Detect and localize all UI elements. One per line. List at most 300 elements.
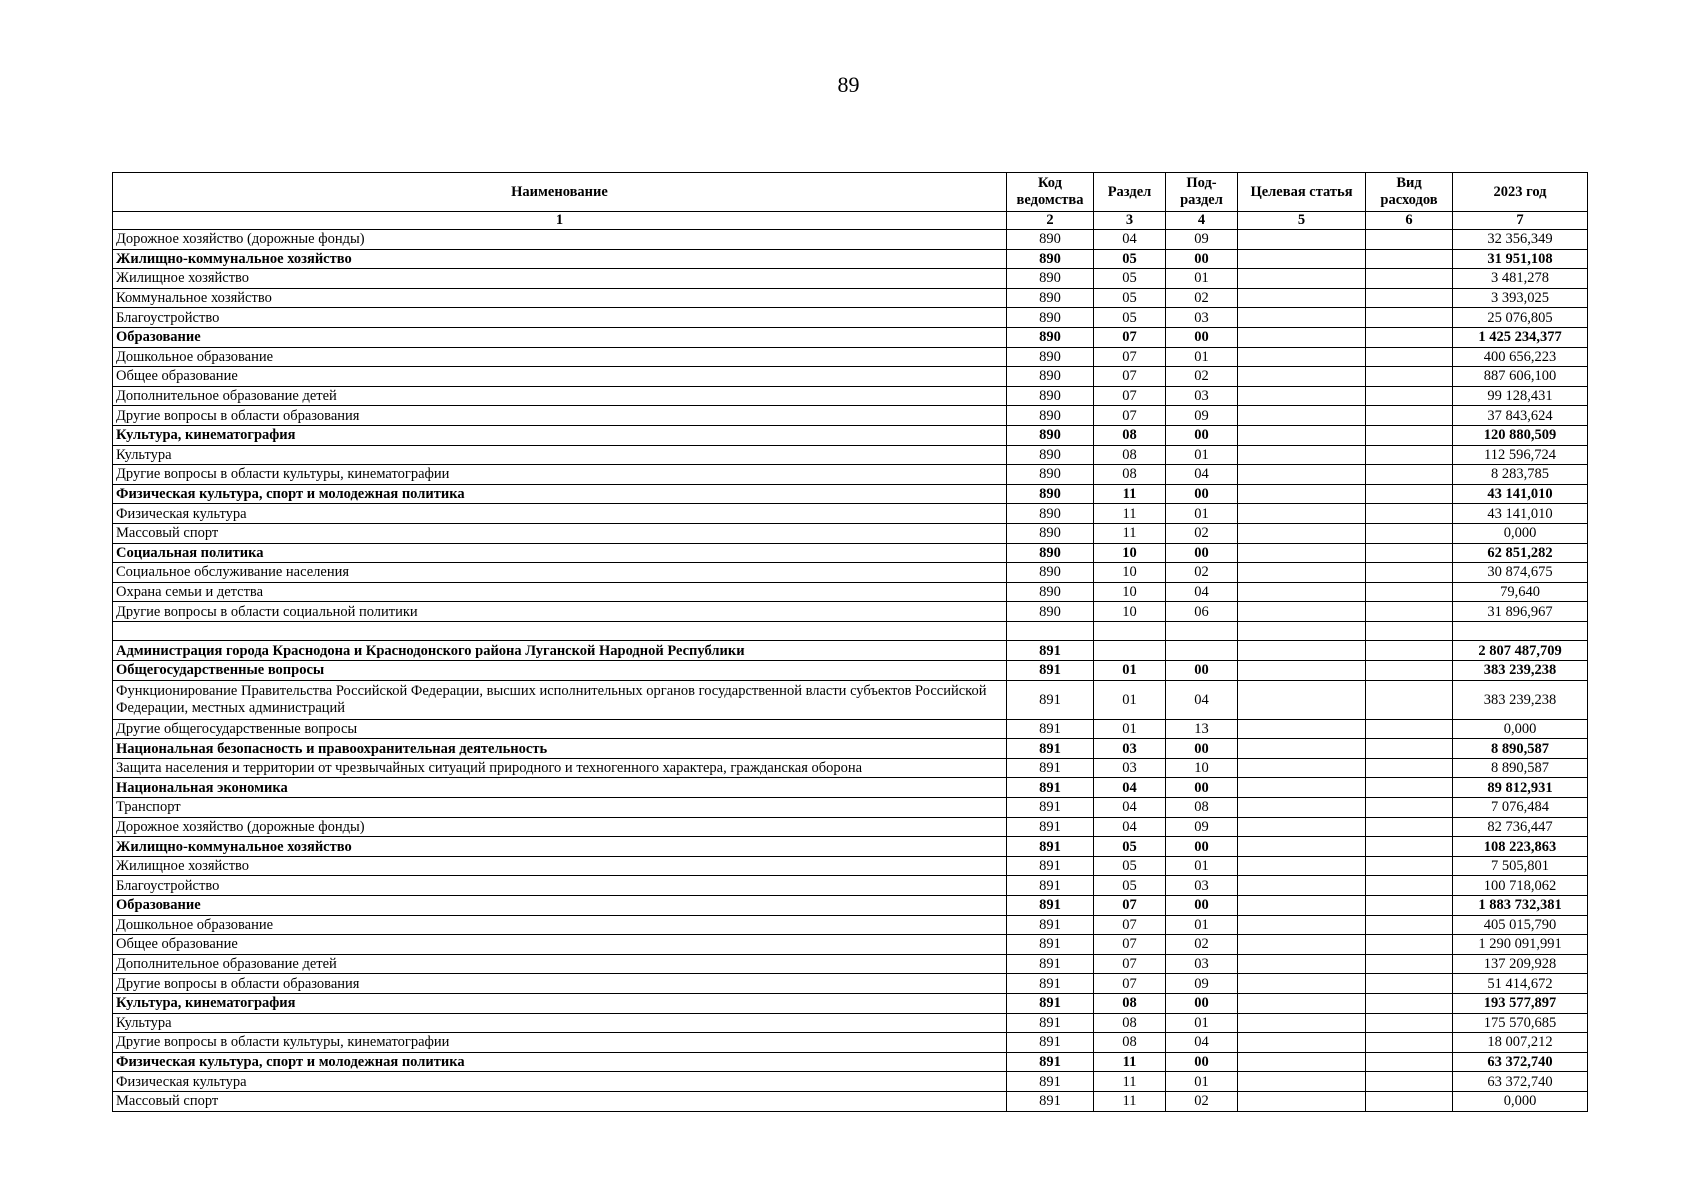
header-amount: 2023 год bbox=[1453, 173, 1588, 212]
table-row bbox=[113, 406, 1588, 426]
row-target bbox=[1238, 563, 1366, 583]
row-name: Социальная политика bbox=[113, 543, 1007, 563]
row-type bbox=[1366, 249, 1453, 269]
row-code: 891 bbox=[1007, 680, 1094, 719]
row-type bbox=[1366, 758, 1453, 778]
row-amount: 7 076,484 bbox=[1453, 798, 1588, 818]
row-section: 07 bbox=[1094, 386, 1166, 406]
row-subsection: 00 bbox=[1166, 1052, 1238, 1072]
row-subsection: 02 bbox=[1166, 935, 1238, 955]
row-amount: 383 239,238 bbox=[1453, 661, 1588, 681]
row-type bbox=[1366, 308, 1453, 328]
row-subsection: 04 bbox=[1166, 1033, 1238, 1053]
row-name: Дорожное хозяйство (дорожные фонды) bbox=[113, 817, 1007, 837]
row-subsection: 00 bbox=[1166, 837, 1238, 857]
row-amount: 0,000 bbox=[1453, 1091, 1588, 1111]
row-target bbox=[1238, 954, 1366, 974]
row-name: Другие вопросы в области культуры, кинематографии bbox=[113, 465, 1007, 485]
row-name: Другие вопросы в области образования bbox=[113, 406, 1007, 426]
row-name: Жилищно-коммунальное хозяйство bbox=[113, 837, 1007, 857]
row-amount: 405 015,790 bbox=[1453, 915, 1588, 935]
table-row bbox=[113, 993, 1588, 1013]
row-subsection bbox=[1166, 621, 1238, 641]
row-amount: 2 807 487,709 bbox=[1453, 641, 1588, 661]
row-name: Другие общегосударственные вопросы bbox=[113, 719, 1007, 739]
row-code: 890 bbox=[1007, 249, 1094, 269]
row-code: 891 bbox=[1007, 974, 1094, 994]
row-target bbox=[1238, 386, 1366, 406]
row-target bbox=[1238, 602, 1366, 622]
column-number: 7 bbox=[1453, 212, 1588, 230]
row-code: 891 bbox=[1007, 778, 1094, 798]
row-amount: 3 393,025 bbox=[1453, 288, 1588, 308]
row-name: Благоустройство bbox=[113, 876, 1007, 896]
row-name: Охрана семьи и детства bbox=[113, 582, 1007, 602]
row-target bbox=[1238, 1052, 1366, 1072]
row-amount: 8 283,785 bbox=[1453, 465, 1588, 485]
row-name: Жилищное хозяйство bbox=[113, 856, 1007, 876]
row-name: Физическая культура bbox=[113, 504, 1007, 524]
row-target bbox=[1238, 523, 1366, 543]
row-type bbox=[1366, 465, 1453, 485]
row-amount: 400 656,223 bbox=[1453, 347, 1588, 367]
table-row bbox=[113, 1052, 1588, 1072]
table-row bbox=[113, 621, 1588, 641]
row-subsection: 00 bbox=[1166, 327, 1238, 347]
row-amount: 30 874,675 bbox=[1453, 563, 1588, 583]
row-name: Образование bbox=[113, 327, 1007, 347]
row-code: 891 bbox=[1007, 641, 1094, 661]
row-amount: 112 596,724 bbox=[1453, 445, 1588, 465]
row-section: 05 bbox=[1094, 288, 1166, 308]
row-section: 05 bbox=[1094, 837, 1166, 857]
row-type bbox=[1366, 876, 1453, 896]
row-name: Общее образование bbox=[113, 935, 1007, 955]
row-subsection: 06 bbox=[1166, 602, 1238, 622]
row-name: Коммунальное хозяйство bbox=[113, 288, 1007, 308]
row-name: Культура, кинематография bbox=[113, 425, 1007, 445]
row-type bbox=[1366, 1072, 1453, 1092]
row-section bbox=[1094, 641, 1166, 661]
table-row bbox=[113, 249, 1588, 269]
row-code: 891 bbox=[1007, 935, 1094, 955]
row-type bbox=[1366, 1052, 1453, 1072]
row-target bbox=[1238, 974, 1366, 994]
row-code: 891 bbox=[1007, 661, 1094, 681]
row-amount: 63 372,740 bbox=[1453, 1072, 1588, 1092]
row-name: Национальная безопасность и правоохранительная деятельность bbox=[113, 739, 1007, 759]
row-code: 890 bbox=[1007, 484, 1094, 504]
row-target bbox=[1238, 1091, 1366, 1111]
row-section: 10 bbox=[1094, 602, 1166, 622]
row-amount: 18 007,212 bbox=[1453, 1033, 1588, 1053]
table-row bbox=[113, 484, 1588, 504]
row-target bbox=[1238, 817, 1366, 837]
row-type bbox=[1366, 269, 1453, 289]
row-section: 08 bbox=[1094, 465, 1166, 485]
row-type bbox=[1366, 798, 1453, 818]
row-subsection: 00 bbox=[1166, 739, 1238, 759]
row-section: 07 bbox=[1094, 406, 1166, 426]
row-type bbox=[1366, 543, 1453, 563]
row-subsection: 03 bbox=[1166, 308, 1238, 328]
row-name: Дополнительное образование детей bbox=[113, 386, 1007, 406]
column-number: 1 bbox=[113, 212, 1007, 230]
row-subsection: 09 bbox=[1166, 817, 1238, 837]
row-type bbox=[1366, 1013, 1453, 1033]
row-type bbox=[1366, 347, 1453, 367]
column-numbers-row bbox=[113, 212, 1588, 230]
row-code: 891 bbox=[1007, 993, 1094, 1013]
row-section: 04 bbox=[1094, 798, 1166, 818]
table-row bbox=[113, 602, 1588, 622]
row-amount: 99 128,431 bbox=[1453, 386, 1588, 406]
row-section: 11 bbox=[1094, 1091, 1166, 1111]
row-code: 891 bbox=[1007, 719, 1094, 739]
row-subsection: 08 bbox=[1166, 798, 1238, 818]
row-type bbox=[1366, 523, 1453, 543]
row-target bbox=[1238, 367, 1366, 387]
row-code: 891 bbox=[1007, 1013, 1094, 1033]
row-target bbox=[1238, 288, 1366, 308]
row-amount: 3 481,278 bbox=[1453, 269, 1588, 289]
row-name: Другие вопросы в области образования bbox=[113, 974, 1007, 994]
row-code bbox=[1007, 621, 1094, 641]
row-amount: 79,640 bbox=[1453, 582, 1588, 602]
header-name: Наименование bbox=[113, 173, 1007, 212]
row-name: Физическая культура, спорт и молодежная политика bbox=[113, 484, 1007, 504]
row-name: Другие вопросы в области социальной политики bbox=[113, 602, 1007, 622]
row-amount: 0,000 bbox=[1453, 523, 1588, 543]
row-section: 07 bbox=[1094, 367, 1166, 387]
row-target bbox=[1238, 837, 1366, 857]
row-section: 03 bbox=[1094, 739, 1166, 759]
row-name: Социальное обслуживание населения bbox=[113, 563, 1007, 583]
row-subsection: 10 bbox=[1166, 758, 1238, 778]
row-section: 08 bbox=[1094, 993, 1166, 1013]
row-subsection: 01 bbox=[1166, 1013, 1238, 1033]
row-amount: 43 141,010 bbox=[1453, 484, 1588, 504]
row-name: Массовый спорт bbox=[113, 523, 1007, 543]
row-code: 891 bbox=[1007, 817, 1094, 837]
row-amount: 82 736,447 bbox=[1453, 817, 1588, 837]
row-section: 04 bbox=[1094, 230, 1166, 250]
row-target bbox=[1238, 543, 1366, 563]
header-target: Целевая статья bbox=[1238, 173, 1366, 212]
row-section: 05 bbox=[1094, 249, 1166, 269]
row-code: 890 bbox=[1007, 602, 1094, 622]
header-section: Раздел bbox=[1094, 173, 1166, 212]
row-section: 10 bbox=[1094, 582, 1166, 602]
row-target bbox=[1238, 1013, 1366, 1033]
row-name: Физическая культура bbox=[113, 1072, 1007, 1092]
row-subsection: 00 bbox=[1166, 249, 1238, 269]
row-code: 890 bbox=[1007, 406, 1094, 426]
row-code: 891 bbox=[1007, 758, 1094, 778]
row-section: 07 bbox=[1094, 896, 1166, 916]
row-amount: 100 718,062 bbox=[1453, 876, 1588, 896]
row-type bbox=[1366, 504, 1453, 524]
row-code: 890 bbox=[1007, 543, 1094, 563]
row-code: 890 bbox=[1007, 523, 1094, 543]
row-subsection: 01 bbox=[1166, 269, 1238, 289]
row-amount: 8 890,587 bbox=[1453, 758, 1588, 778]
row-section: 11 bbox=[1094, 484, 1166, 504]
table-row bbox=[113, 582, 1588, 602]
table-row bbox=[113, 327, 1588, 347]
row-code: 891 bbox=[1007, 856, 1094, 876]
row-subsection: 01 bbox=[1166, 504, 1238, 524]
row-subsection: 01 bbox=[1166, 1072, 1238, 1092]
row-subsection: 00 bbox=[1166, 778, 1238, 798]
row-type bbox=[1366, 367, 1453, 387]
row-target bbox=[1238, 876, 1366, 896]
row-section: 05 bbox=[1094, 856, 1166, 876]
row-code: 891 bbox=[1007, 1052, 1094, 1072]
row-section: 04 bbox=[1094, 778, 1166, 798]
row-subsection: 09 bbox=[1166, 974, 1238, 994]
column-number: 5 bbox=[1238, 212, 1366, 230]
row-type bbox=[1366, 935, 1453, 955]
row-section: 11 bbox=[1094, 523, 1166, 543]
row-code: 890 bbox=[1007, 425, 1094, 445]
row-code: 891 bbox=[1007, 1072, 1094, 1092]
row-amount: 383 239,238 bbox=[1453, 680, 1588, 719]
table-row bbox=[113, 896, 1588, 916]
row-code: 890 bbox=[1007, 327, 1094, 347]
row-section: 07 bbox=[1094, 327, 1166, 347]
row-name: Общее образование bbox=[113, 367, 1007, 387]
row-type bbox=[1366, 1033, 1453, 1053]
row-amount: 1 883 732,381 bbox=[1453, 896, 1588, 916]
row-code: 890 bbox=[1007, 445, 1094, 465]
column-number: 2 bbox=[1007, 212, 1094, 230]
row-target bbox=[1238, 798, 1366, 818]
row-target bbox=[1238, 582, 1366, 602]
row-target bbox=[1238, 739, 1366, 759]
row-subsection: 00 bbox=[1166, 661, 1238, 681]
row-code: 890 bbox=[1007, 386, 1094, 406]
row-target bbox=[1238, 465, 1366, 485]
row-section: 05 bbox=[1094, 308, 1166, 328]
row-type bbox=[1366, 778, 1453, 798]
row-target bbox=[1238, 1033, 1366, 1053]
table-row bbox=[113, 935, 1588, 955]
row-amount: 62 851,282 bbox=[1453, 543, 1588, 563]
table-row bbox=[113, 915, 1588, 935]
row-type bbox=[1366, 837, 1453, 857]
row-amount: 89 812,931 bbox=[1453, 778, 1588, 798]
row-target bbox=[1238, 308, 1366, 328]
row-type bbox=[1366, 445, 1453, 465]
row-target bbox=[1238, 719, 1366, 739]
row-amount: 120 880,509 bbox=[1453, 425, 1588, 445]
table-row bbox=[113, 661, 1588, 681]
row-code: 891 bbox=[1007, 915, 1094, 935]
table-row bbox=[113, 856, 1588, 876]
row-target bbox=[1238, 445, 1366, 465]
row-type bbox=[1366, 954, 1453, 974]
row-amount: 0,000 bbox=[1453, 719, 1588, 739]
row-name: Национальная экономика bbox=[113, 778, 1007, 798]
row-amount: 31 951,108 bbox=[1453, 249, 1588, 269]
row-subsection: 13 bbox=[1166, 719, 1238, 739]
row-section: 07 bbox=[1094, 974, 1166, 994]
row-type bbox=[1366, 386, 1453, 406]
table-row bbox=[113, 778, 1588, 798]
row-amount: 63 372,740 bbox=[1453, 1052, 1588, 1072]
table-row bbox=[113, 954, 1588, 974]
row-section: 07 bbox=[1094, 935, 1166, 955]
table-row bbox=[113, 974, 1588, 994]
row-subsection: 00 bbox=[1166, 484, 1238, 504]
row-name: Дошкольное образование bbox=[113, 347, 1007, 367]
table-row bbox=[113, 308, 1588, 328]
row-subsection: 01 bbox=[1166, 445, 1238, 465]
row-subsection bbox=[1166, 641, 1238, 661]
budget-table bbox=[112, 172, 1588, 1112]
row-code: 890 bbox=[1007, 269, 1094, 289]
row-code: 891 bbox=[1007, 876, 1094, 896]
row-type bbox=[1366, 896, 1453, 916]
table-row bbox=[113, 719, 1588, 739]
row-target bbox=[1238, 269, 1366, 289]
table-row bbox=[113, 1033, 1588, 1053]
row-target bbox=[1238, 327, 1366, 347]
table-row bbox=[113, 739, 1588, 759]
table-row bbox=[113, 680, 1588, 719]
row-subsection: 00 bbox=[1166, 425, 1238, 445]
row-target bbox=[1238, 425, 1366, 445]
row-target bbox=[1238, 680, 1366, 719]
table-row bbox=[113, 641, 1588, 661]
row-type bbox=[1366, 327, 1453, 347]
row-section: 11 bbox=[1094, 504, 1166, 524]
row-amount: 7 505,801 bbox=[1453, 856, 1588, 876]
row-type bbox=[1366, 974, 1453, 994]
row-subsection: 03 bbox=[1166, 876, 1238, 896]
row-amount: 8 890,587 bbox=[1453, 739, 1588, 759]
row-subsection: 02 bbox=[1166, 288, 1238, 308]
row-name: Администрация города Краснодона и Краснодонского района Луганской Народной Республики bbox=[113, 641, 1007, 661]
row-amount: 887 606,100 bbox=[1453, 367, 1588, 387]
table-row bbox=[113, 563, 1588, 583]
row-name: Физическая культура, спорт и молодежная политика bbox=[113, 1052, 1007, 1072]
row-section: 08 bbox=[1094, 1033, 1166, 1053]
row-subsection: 01 bbox=[1166, 915, 1238, 935]
column-number: 3 bbox=[1094, 212, 1166, 230]
row-section: 04 bbox=[1094, 817, 1166, 837]
row-code: 890 bbox=[1007, 308, 1094, 328]
table-row bbox=[113, 523, 1588, 543]
row-type bbox=[1366, 602, 1453, 622]
row-target bbox=[1238, 621, 1366, 641]
row-name: Дорожное хозяйство (дорожные фонды) bbox=[113, 230, 1007, 250]
row-subsection: 01 bbox=[1166, 856, 1238, 876]
table-header bbox=[113, 173, 1588, 230]
row-section: 05 bbox=[1094, 876, 1166, 896]
row-subsection: 09 bbox=[1166, 230, 1238, 250]
row-target bbox=[1238, 915, 1366, 935]
table-row bbox=[113, 817, 1588, 837]
table-row bbox=[113, 1091, 1588, 1111]
row-subsection: 00 bbox=[1166, 896, 1238, 916]
row-subsection: 00 bbox=[1166, 993, 1238, 1013]
row-type bbox=[1366, 915, 1453, 935]
row-subsection: 02 bbox=[1166, 563, 1238, 583]
row-name: Защита населения и территории от чрезвычайных ситуаций природного и техногенного характера, гражданская оборона bbox=[113, 758, 1007, 778]
row-section: 05 bbox=[1094, 269, 1166, 289]
row-section: 08 bbox=[1094, 1013, 1166, 1033]
table-row bbox=[113, 230, 1588, 250]
table-row bbox=[113, 269, 1588, 289]
row-target bbox=[1238, 406, 1366, 426]
table-row bbox=[113, 758, 1588, 778]
row-code: 890 bbox=[1007, 563, 1094, 583]
table-row bbox=[113, 1013, 1588, 1033]
row-subsection: 00 bbox=[1166, 543, 1238, 563]
row-section: 10 bbox=[1094, 563, 1166, 583]
row-code: 891 bbox=[1007, 739, 1094, 759]
row-code: 890 bbox=[1007, 367, 1094, 387]
row-target bbox=[1238, 993, 1366, 1013]
row-name bbox=[113, 621, 1007, 641]
row-subsection: 04 bbox=[1166, 582, 1238, 602]
row-type bbox=[1366, 680, 1453, 719]
row-section: 11 bbox=[1094, 1072, 1166, 1092]
row-amount: 193 577,897 bbox=[1453, 993, 1588, 1013]
row-name: Массовый спорт bbox=[113, 1091, 1007, 1111]
row-section: 07 bbox=[1094, 915, 1166, 935]
row-type bbox=[1366, 641, 1453, 661]
row-amount: 43 141,010 bbox=[1453, 504, 1588, 524]
table-row bbox=[113, 445, 1588, 465]
row-code: 890 bbox=[1007, 504, 1094, 524]
row-name: Культура bbox=[113, 1013, 1007, 1033]
row-type bbox=[1366, 621, 1453, 641]
row-amount: 37 843,624 bbox=[1453, 406, 1588, 426]
row-subsection: 02 bbox=[1166, 523, 1238, 543]
row-target bbox=[1238, 896, 1366, 916]
table-row bbox=[113, 876, 1588, 896]
row-name: Функционирование Правительства Российской Федерации, высших исполнительных органов государственной власти субъектов Российской Федерации, местных администраций bbox=[113, 680, 1007, 719]
row-target bbox=[1238, 1072, 1366, 1092]
table-row bbox=[113, 386, 1588, 406]
row-amount: 108 223,863 bbox=[1453, 837, 1588, 857]
row-section: 08 bbox=[1094, 425, 1166, 445]
row-target bbox=[1238, 856, 1366, 876]
row-type bbox=[1366, 406, 1453, 426]
row-name: Другие вопросы в области культуры, кинематографии bbox=[113, 1033, 1007, 1053]
row-code: 891 bbox=[1007, 1091, 1094, 1111]
header-subsection: Под-раздел bbox=[1166, 173, 1238, 212]
row-target bbox=[1238, 778, 1366, 798]
row-subsection: 09 bbox=[1166, 406, 1238, 426]
column-number: 6 bbox=[1366, 212, 1453, 230]
row-target bbox=[1238, 758, 1366, 778]
row-amount bbox=[1453, 621, 1588, 641]
page-number: 89 bbox=[837, 72, 860, 97]
column-number: 4 bbox=[1166, 212, 1238, 230]
row-type bbox=[1366, 739, 1453, 759]
table-row bbox=[113, 543, 1588, 563]
row-target bbox=[1238, 230, 1366, 250]
row-type bbox=[1366, 582, 1453, 602]
row-name: Дополнительное образование детей bbox=[113, 954, 1007, 974]
table-row bbox=[113, 425, 1588, 445]
row-code: 891 bbox=[1007, 896, 1094, 916]
row-section: 01 bbox=[1094, 719, 1166, 739]
